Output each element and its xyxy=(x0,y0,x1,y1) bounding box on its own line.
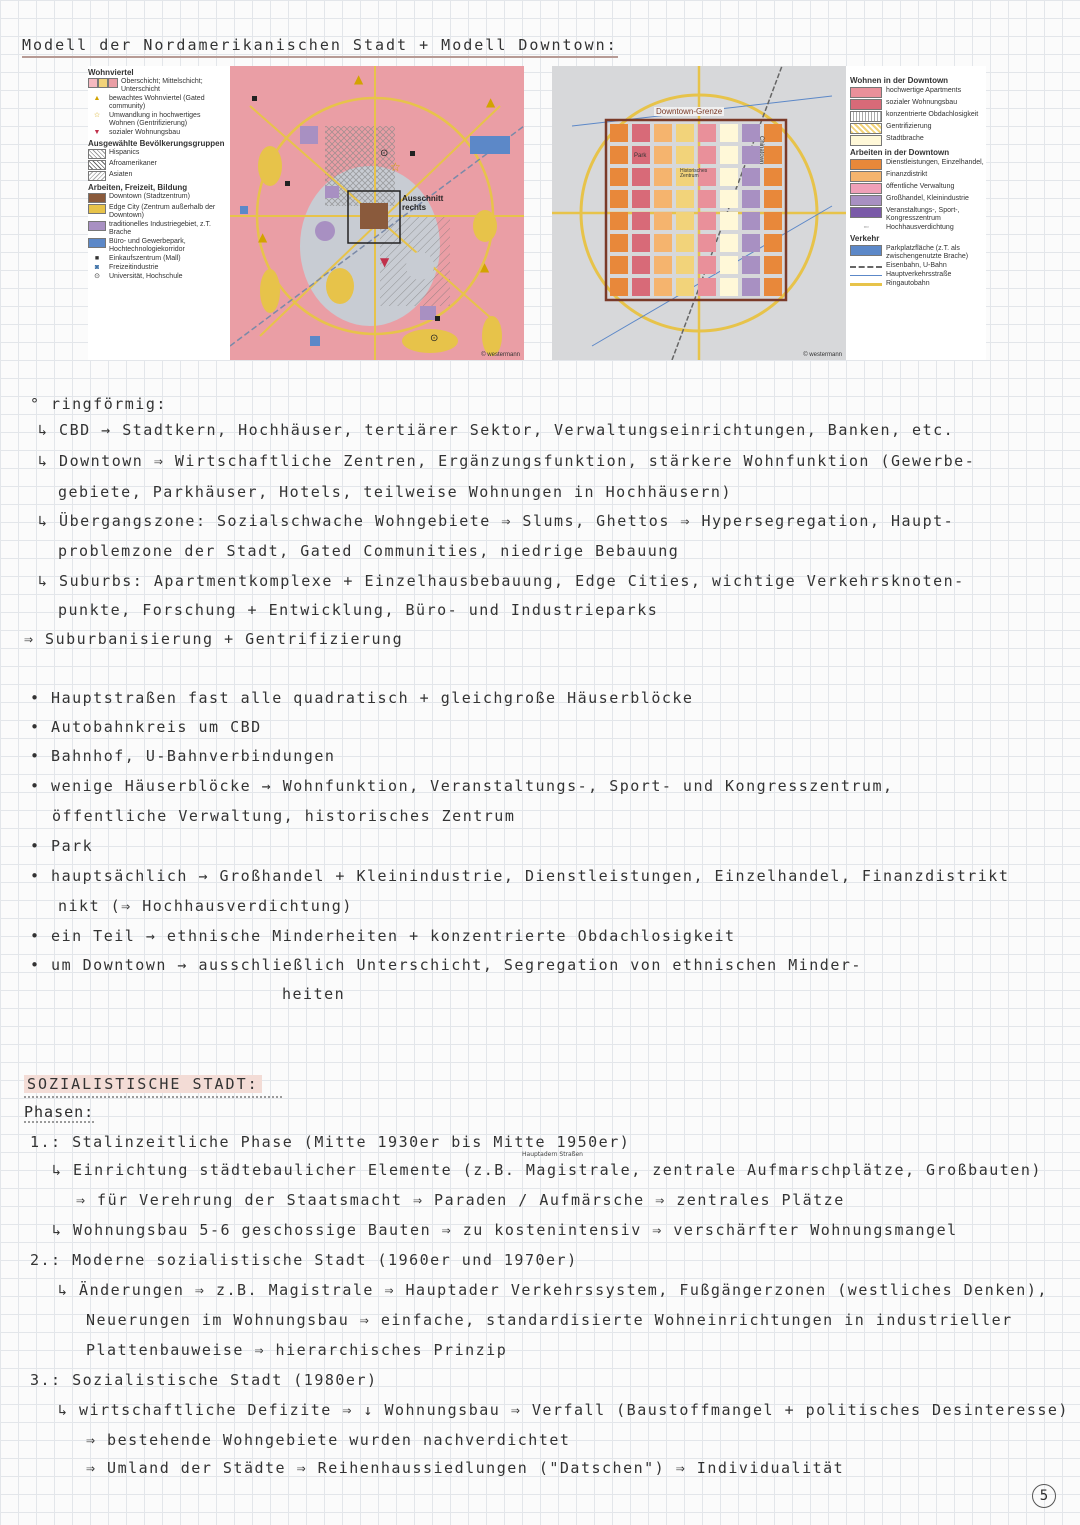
legend-label: sozialer Wohnungsbau xyxy=(109,129,181,136)
svg-text:▲: ▲ xyxy=(258,230,268,244)
triangle-icon: ▲ xyxy=(93,95,101,102)
downtown-border-label: Downtown-Grenze xyxy=(656,107,723,116)
section-line: ↳ wirtschaftliche Defizite ⇒ ↓ Wohnungsbau ⇒ Verfall (Baustoffmangel + politisches Desinteresse) xyxy=(58,1401,1069,1419)
downtown-block xyxy=(632,256,650,274)
section-line: ⇒ bestehende Wohngebiete wurden nachverdichtet xyxy=(86,1431,571,1449)
legend-heading-arbeiten: Arbeiten in der Downtown xyxy=(850,148,950,157)
downtown-block xyxy=(610,168,628,186)
legend-item xyxy=(850,245,986,261)
downtown-block xyxy=(720,190,738,208)
magistrale-note: Hauptadern Straßen xyxy=(522,1151,583,1158)
note-line: ↳ CBD → Stadtkern, Hochhäuser, tertiärer Sektor, Verwaltungseinrichtungen, Banken, etc. xyxy=(38,421,955,439)
downtown-block xyxy=(632,168,650,186)
legend-item xyxy=(88,204,228,220)
downtown-block xyxy=(610,256,628,274)
legend-item xyxy=(850,171,986,182)
downtown-block xyxy=(610,278,628,296)
legend-heading-arbeit: Arbeiten, Freizeit, Bildung xyxy=(88,183,188,192)
downtown-block xyxy=(764,168,782,186)
downtown-block xyxy=(720,234,738,252)
downtown-block xyxy=(654,190,672,208)
downtown-block xyxy=(676,212,694,230)
svg-text:☆: ☆ xyxy=(390,160,401,174)
legend-heading-wohnen: Wohnen in der Downtown xyxy=(850,76,949,85)
section-line: 2.: Moderne sozialistische Stadt (1960er und 1970er) xyxy=(30,1251,578,1269)
svg-text:▲: ▲ xyxy=(354,72,364,86)
downtown-block xyxy=(720,124,738,142)
legend-item xyxy=(850,123,986,134)
svg-text:▲: ▲ xyxy=(486,95,496,109)
note-line: punkte, Forschung + Entwicklung, Büro- und Industrieparks xyxy=(58,601,659,619)
park-label: Park xyxy=(634,153,647,159)
legend-label: Gentrifizierung xyxy=(886,123,932,130)
square-icon: ■ xyxy=(94,255,100,262)
legend-label: Büro- und Gewerbepark, Hochtechnologiekorridor xyxy=(109,238,186,253)
legend-label: Hauptverkehrsstraße xyxy=(886,271,952,278)
note-line: • Bahnhof, U-Bahnverbindungen xyxy=(30,747,336,765)
downtown-block xyxy=(698,190,716,208)
section-line: ⇒ für Verehrung der Staatsmacht ⇒ Paraden / Aufmärsche ⇒ zentrales Plätze xyxy=(76,1191,845,1209)
legend-label: Hispanics xyxy=(109,149,140,156)
legend-item xyxy=(850,159,986,170)
legend-item xyxy=(850,271,986,279)
legend-label: Afroamerikaner xyxy=(109,160,157,167)
legend-item xyxy=(850,224,986,232)
legend-heading-bevoelkerung: Ausgewählte Bevölkerungsgruppen xyxy=(88,139,225,148)
university-icon: ⊙ xyxy=(94,273,100,280)
svg-text:⊙: ⊙ xyxy=(430,333,439,344)
note-line: • wenige Häuserblöcke → Wohnfunktion, Veranstaltungs-, Sport- und Kongresszentrum, xyxy=(30,777,894,795)
svg-text:▲: ▲ xyxy=(480,260,490,274)
downtown-block xyxy=(654,124,672,142)
downtown-block xyxy=(742,278,760,296)
svg-text:▼: ▼ xyxy=(380,255,390,269)
figure-city-model xyxy=(88,66,524,360)
legend-label: Hochhausverdichtung xyxy=(886,224,954,231)
downtown-block xyxy=(764,124,782,142)
figure-downtown-model xyxy=(552,66,986,360)
downtown-block xyxy=(676,256,694,274)
city-model-map xyxy=(230,66,524,360)
note-line: nikt (⇒ Hochhausverdichtung) xyxy=(58,897,353,915)
legend-item xyxy=(88,193,228,203)
downtown-block xyxy=(698,234,716,252)
credit-label: © westermann xyxy=(481,352,520,358)
downtown-block xyxy=(764,256,782,274)
section-line: ↳ Einrichtung städtebaulicher Elemente (z.B. Magistrale, zentrale Aufmarschplätze, Großbauten) xyxy=(52,1161,1042,1179)
downtown-block xyxy=(610,146,628,164)
downtown-block xyxy=(610,234,628,252)
note-line: • um Downtown → ausschließlich Unterschicht, Segregation von ethnischen Minder- xyxy=(30,956,862,974)
downtown-block xyxy=(698,212,716,230)
downtown-block xyxy=(632,278,650,296)
legend-label: öffentliche Verwaltung xyxy=(886,183,955,190)
note-line: • ein Teil → ethnische Minderheiten + konzentrierte Obdachlosigkeit xyxy=(30,927,736,945)
credit-label: © westermann xyxy=(803,352,842,358)
section-line: 3.: Sozialistische Stadt (1980er) xyxy=(30,1371,378,1389)
downtown-map xyxy=(552,66,846,360)
downtown-block xyxy=(676,146,694,164)
legend-label: bewachtes Wohnviertel (Gated community) xyxy=(109,95,205,110)
section-line: ↳ Wohnungsbau 5-6 geschossige Bauten ⇒ zu kostenintensiv ⇒ verschärfter Wohnungsmangel xyxy=(52,1221,958,1239)
legend-label: Asiaten xyxy=(109,171,133,178)
legend-item xyxy=(850,99,986,110)
downtown-block xyxy=(764,234,782,252)
city-model-svg xyxy=(230,66,524,360)
downtown-block xyxy=(698,146,716,164)
legend-item xyxy=(850,183,986,194)
legend-label: Finanzdistrikt xyxy=(886,171,928,178)
legend-item xyxy=(850,262,986,270)
note-line: ⇒ Suburbanisierung + Gentrifizierung xyxy=(24,630,404,648)
legend-item xyxy=(88,273,228,281)
note-line: ↳ Übergangszone: Sozialschwache Wohngebiete ⇒ Slums, Ghettos ⇒ Hypersegregation, Haupt- xyxy=(38,512,955,530)
legend-label: Edge City (Zentrum außerhalb der Downtown) xyxy=(109,204,216,219)
downtown-block xyxy=(764,278,782,296)
downtown-block xyxy=(698,256,716,274)
page-number: 5 xyxy=(1032,1484,1056,1508)
figure1-legend xyxy=(88,66,228,360)
note-line: • Park xyxy=(30,837,94,855)
figure2-legend xyxy=(850,74,986,289)
leisure-icon: ◙ xyxy=(94,264,100,271)
downtown-block xyxy=(676,278,694,296)
downtown-block xyxy=(610,190,628,208)
note-line: ↳ Suburbs: Apartmentkomplexe + Einzelhausbebauung, Edge Cities, wichtige Verkehrsknoten- xyxy=(38,572,965,590)
excerpt-label: Ausschnitt rechts xyxy=(402,194,444,212)
section-subtitle: Phasen: xyxy=(24,1103,95,1121)
downtown-block xyxy=(720,146,738,164)
legend-item xyxy=(850,111,986,122)
legend-item xyxy=(850,135,986,146)
note-line: ↳ Downtown ⇒ Wirtschaftliche Zentren, Ergänzungsfunktion, stärkere Wohnfunktion (Gewerbe- xyxy=(38,452,976,470)
downtown-block xyxy=(610,124,628,142)
note-line: • Autobahnkreis um CBD xyxy=(30,718,262,736)
legend-heading-verkehr: Verkehr xyxy=(850,234,880,243)
downtown-block xyxy=(742,168,760,186)
downtown-block xyxy=(610,212,628,230)
downtown-block xyxy=(632,124,650,142)
legend-label: hochwertige Apartments xyxy=(886,87,962,94)
legend-label: sozialer Wohnungsbau xyxy=(886,99,958,106)
legend-item xyxy=(88,221,228,237)
downtown-block xyxy=(698,124,716,142)
downtown-block xyxy=(654,212,672,230)
note-line: öffentliche Verwaltung, historisches Zentrum xyxy=(52,807,516,825)
legend-item xyxy=(88,149,228,159)
legend-item xyxy=(88,78,228,94)
page-title: Modell der Nordamerikanischen Stadt + Modell Downtown: xyxy=(22,36,618,58)
svg-text:⊙: ⊙ xyxy=(380,148,389,159)
downtown-block xyxy=(742,190,760,208)
downtown-block xyxy=(720,278,738,296)
downtown-block xyxy=(676,234,694,252)
legend-label: Veranstaltungs-, Sport-, Kongresszentrum xyxy=(886,207,960,222)
downtown-block xyxy=(632,190,650,208)
section-line: ⇒ Umland der Städte ⇒ Reihenhaussiedlungen ("Datschen") ⇒ Individualität xyxy=(86,1459,845,1477)
section-line: Plattenbauweise ⇒ hierarchisches Prinzip xyxy=(86,1341,508,1359)
historic-center-label: Historisches Zentrum xyxy=(680,168,708,179)
legend-label: Freizeitindustrie xyxy=(109,264,159,271)
downtown-block xyxy=(698,278,716,296)
legend-label: Umwandlung in hochwertiges Wohnen (Gentrifizierung) xyxy=(109,112,201,127)
legend-item xyxy=(88,112,228,128)
section-line: 1.: Stalinzeitliche Phase (Mitte 1930er bis Mitte 1950er) xyxy=(30,1133,631,1151)
triangle-down-icon: ▼ xyxy=(93,129,101,136)
legend-item xyxy=(88,171,228,181)
downtown-block xyxy=(764,190,782,208)
legend-label: Eisenbahn, U-Bahn xyxy=(886,262,947,269)
star-icon: ☆ xyxy=(93,112,101,119)
downtown-block xyxy=(720,168,738,186)
note-line: heiten xyxy=(282,985,346,1003)
legend-label: Einkaufszentrum (Mall) xyxy=(109,255,181,262)
note-line: ° ringförmig: xyxy=(30,395,167,413)
legend-label: Dienstleistungen, Einzelhandel, xyxy=(886,159,984,166)
legend-label: Großhandel, Kleinindustrie xyxy=(886,195,969,202)
chinatown-label: Chinatown xyxy=(758,136,764,165)
downtown-block xyxy=(720,256,738,274)
legend-item xyxy=(88,255,228,263)
legend-item xyxy=(88,264,228,272)
note-line: problemzone der Stadt, Gated Communities, niedrige Bebauung xyxy=(58,542,680,560)
legend-item xyxy=(850,87,986,98)
downtown-block xyxy=(632,234,650,252)
legend-label: traditionelles Industriegebiet, z.T. Brache xyxy=(109,221,211,236)
downtown-block xyxy=(654,234,672,252)
legend-label: Ringautobahn xyxy=(886,280,930,287)
downtown-block xyxy=(654,146,672,164)
downtown-block xyxy=(742,256,760,274)
legend-item xyxy=(88,129,228,137)
downtown-block xyxy=(676,124,694,142)
downtown-block xyxy=(742,234,760,252)
downtown-block xyxy=(676,190,694,208)
legend-item xyxy=(850,195,986,206)
legend-item xyxy=(850,207,986,223)
legend-item xyxy=(88,238,228,254)
legend-label: Parkplatzfläche (z.T. als zwischengenutzte Brache) xyxy=(886,245,969,260)
note-line: • Hauptstraßen fast alle quadratisch + gleichgroße Häuserblöcke xyxy=(30,689,694,707)
highrise-icon: ▫▫ xyxy=(863,224,869,231)
downtown-block xyxy=(654,168,672,186)
note-line: gebiete, Parkhäuser, Hotels, teilweise Wohnungen in Hochhäusern) xyxy=(58,483,732,501)
downtown-block xyxy=(654,278,672,296)
legend-label: Oberschicht; Mittelschicht; Unterschicht xyxy=(121,78,203,93)
legend-heading-wohnviertel: Wohnviertel xyxy=(88,68,134,77)
legend-label: konzentrierte Obdachlosigkeit xyxy=(886,111,979,118)
section-line: Neuerungen im Wohnungsbau ⇒ einfache, standardisierte Wohneinrichtungen in industrieller xyxy=(86,1311,1013,1329)
legend-item xyxy=(850,280,986,288)
downtown-block xyxy=(764,212,782,230)
legend-item xyxy=(88,95,228,111)
note-line: • hauptsächlich → Großhandel + Kleinindustrie, Dienstleistungen, Einzelhandel, Finanzdistrikt xyxy=(30,867,1010,885)
downtown-block xyxy=(632,212,650,230)
downtown-area xyxy=(360,203,388,229)
downtown-block xyxy=(654,256,672,274)
downtown-block xyxy=(720,212,738,230)
downtown-block xyxy=(742,212,760,230)
legend-label: Stadtbrache xyxy=(886,135,924,142)
legend-label: Universität, Hochschule xyxy=(109,273,183,280)
legend-label: Downtown (Stadtzentrum) xyxy=(109,193,190,200)
section-title: SOZIALISTISCHE STADT: xyxy=(24,1075,262,1093)
downtown-block xyxy=(764,146,782,164)
legend-item xyxy=(88,160,228,170)
section-line: ↳ Änderungen ⇒ z.B. Magistrale ⇒ Hauptader Verkehrssystem, Fußgängerzonen (westliches Denken), xyxy=(58,1281,1048,1299)
